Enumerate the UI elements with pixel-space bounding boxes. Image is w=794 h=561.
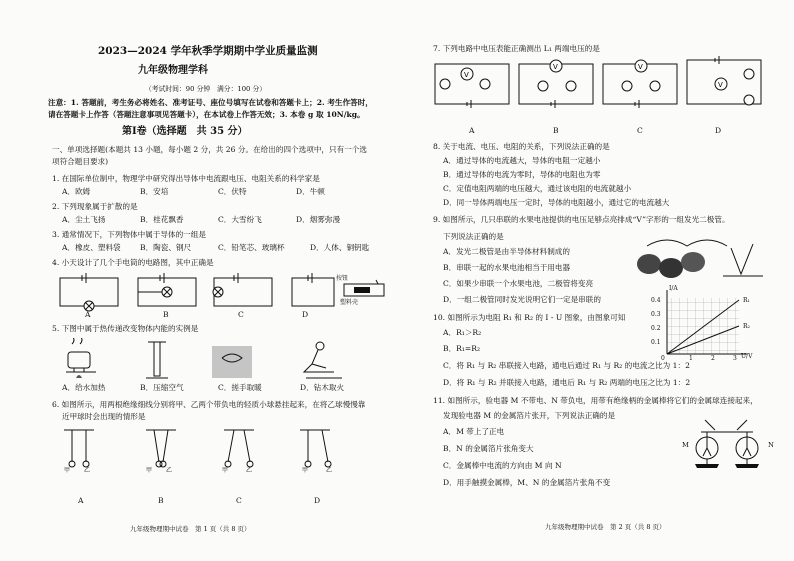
q10-y-axis-label: I/A (669, 285, 678, 292)
q9-option-a[interactable]: A．发光二极管是由半导体材料制成的 (443, 247, 570, 256)
q10-xtick-0: 0 (661, 355, 665, 362)
svg-text:V: V (553, 63, 558, 71)
footer-right: 九年级物理期中试卷 第 2 页（共 8 页） (545, 523, 666, 531)
q3-option-c[interactable]: C．铅笔芯、玻璃杯 (218, 243, 285, 252)
q1-option-b[interactable]: B．安培 (140, 187, 169, 196)
q10-option-b[interactable]: B．R₁=R₂ (443, 344, 481, 353)
q6-charged-balls-figure (60, 426, 360, 478)
q11-label-m: M (682, 441, 689, 449)
q10-ytick-01: 0.1 (651, 339, 661, 346)
q9-fruit-battery-figure (627, 236, 767, 282)
q2-option-d[interactable]: D．烟雾弥漫 (296, 215, 341, 224)
q6-ball-yi-a: 乙 (84, 467, 91, 474)
q6-label-b: B (158, 496, 164, 505)
q11-label-n: N (768, 441, 774, 449)
q2-option-a[interactable]: A．尘土飞扬 (62, 215, 106, 224)
q8-stem: 8. 关于电流、电压、电阻的关系，下列说法正确的是 (433, 142, 610, 151)
q10-xtick-2: 2 (711, 355, 715, 362)
q11-stem-1: 11. 如图所示，验电器 M 不带电、N 带负电，用带有绝缘柄的金属棒将它们的金属球连接起来， (433, 396, 758, 405)
q10-option-d[interactable]: D．将 R₁ 与 R₂ 并联接入电路，通电后 R₁ 与 R₂ 两端的电压之比为 1：2 (443, 378, 691, 387)
q6-ball-yi-c: 乙 (246, 467, 253, 474)
q8-option-c[interactable]: C．定值电阻两端的电压越大，通过该电阻的电流就越小 (443, 184, 632, 193)
q9-option-c[interactable]: C．如果少串联一个水果电池，二极管将变亮 (443, 279, 594, 288)
section1-intro-1: 一、单项选择题(本题共 13 小题，每小题 2 分，共 26 分。在给出的四个选项中，只有一个选 (52, 145, 367, 154)
q6-ball-jia-d: 甲 (302, 467, 309, 474)
footer-left: 九年级物理期中试卷 第 1 页（共 8 页） (130, 525, 251, 533)
q6-ball-yi-b: 乙 (166, 467, 173, 474)
q5-option-a[interactable]: A．给水加热 (62, 383, 106, 392)
q11-option-d[interactable]: D．用手触摸金属棒，M、N 的金属箔片张角不变 (443, 478, 611, 487)
q6-ball-yi-d: 乙 (326, 467, 333, 474)
q11-electroscopes-figure (687, 418, 767, 480)
q11-option-b[interactable]: B．N 的金属箔片张角变大 (443, 444, 534, 453)
q10-option-a[interactable]: A．R₁＞R₂ (443, 328, 482, 337)
q9-option-d[interactable]: D．一组二极管同时发光说明它们一定是串联的 (443, 295, 601, 304)
notice-line-2: 请在答题卡上作答（答题注意事项见答题卡），在本试卷上作答无效；3. 本卷 g 取 10N/kg。 (48, 110, 365, 119)
q5-option-d[interactable]: D．钻木取火 (300, 383, 345, 392)
q4-button-label: 按钮 (336, 275, 349, 282)
q7-label-a: A (469, 126, 475, 135)
q2-stem: 2. 下列现象属于扩散的是 (52, 202, 138, 211)
q7-label-b: B (553, 126, 559, 135)
q6-label-d: D (314, 496, 321, 505)
q6-ball-jia-b: 甲 (146, 467, 153, 474)
q7-voltmeter-circuits-figure (431, 56, 781, 122)
q10-ytick-03: 0.3 (651, 311, 661, 318)
q6-ball-jia-a: 甲 (64, 467, 71, 474)
q6-stem-2: 近甲球时会出现的情形是 (62, 412, 146, 421)
q7-label-d: D (715, 126, 722, 135)
notice-line-1: 注意：1. 答题前，考生务必将姓名、准考证号、座位号填写在试卷和答题卡上；2. 考生作答时， (48, 98, 373, 107)
q9-stem-1: 9. 如图所示，几只串联的水果电池提供的电压足够点亮排成“V”字形的一组发光二极管。 (433, 215, 730, 224)
q4-label-b: B (163, 310, 169, 319)
q8-option-b[interactable]: B．通过导体的电流为零时，导体的电阻也为零 (443, 170, 601, 179)
q6-label-a: A (78, 496, 84, 505)
q5-pictures-figure (62, 338, 362, 382)
q6-stem-1: 6. 如图所示，用两根绝缘细线分别将甲、乙两个带负电的轻质小球悬挂起来，在将乙球慢慢靠 (52, 400, 366, 409)
svg-text:V: V (718, 81, 723, 89)
q10-xtick-3: 3 (733, 355, 737, 362)
q10-r1-label: R₁ (743, 297, 750, 304)
q8-option-a[interactable]: A．通过导体的电流越大，导体的电阻一定越小 (443, 156, 601, 165)
exam-subject: 九年级物理学科 (138, 65, 208, 76)
q1-stem: 1. 在国际单位制中，物理学中研究得出导体中电流跟电压、电阻关系的科学家是 (52, 174, 320, 183)
q10-r2-label: R₂ (743, 323, 750, 330)
q2-option-b[interactable]: B．桂花飘香 (140, 215, 184, 224)
q1-option-c[interactable]: C．伏特 (218, 187, 247, 196)
svg-text:V: V (464, 71, 469, 79)
q10-ytick-04: 0.4 (651, 297, 661, 304)
q4-label-a: A (85, 310, 91, 319)
q1-option-a[interactable]: A．欧姆 (62, 187, 91, 196)
q3-option-a[interactable]: A．橡皮、塑料袋 (62, 243, 121, 252)
q3-option-b[interactable]: B．陶瓷、钢尺 (140, 243, 192, 252)
q6-ball-jia-c: 甲 (222, 467, 229, 474)
q2-option-c[interactable]: C．大雪纷飞 (218, 215, 262, 224)
q1-option-d[interactable]: D．牛顿 (296, 187, 325, 196)
q9-stem-2: 下列说法正确的是 (443, 232, 504, 241)
q8-option-d[interactable]: D．同一导体两端电压一定时，导体的电阻越小，通过它的电流越大 (443, 198, 670, 207)
svg-text:V: V (638, 63, 643, 71)
q4-stem: 4. 小天设计了几个手电筒的电路图，其中正确是 (52, 258, 214, 267)
exam-info: （考试时间：90 分钟 满分：100 分） (145, 85, 267, 93)
q11-option-a[interactable]: A．M 带上了正电 (443, 427, 505, 436)
q10-option-c[interactable]: C．将 R₁ 与 R₂ 串联接入电路，通电后通过 R₁ 与 R₂ 的电流之比为 1：2 (443, 361, 690, 370)
q10-x-axis-label: U/V (741, 353, 753, 360)
page-right (397, 0, 794, 561)
exam-title: 2023—2024 学年秋季学期期中学业质量监测 (98, 45, 318, 57)
q5-option-b[interactable]: B．压缩空气 (140, 383, 184, 392)
q4-label-c: C (238, 310, 244, 319)
section1-intro-2: 项符合题目要求) (52, 157, 109, 166)
q9-option-b[interactable]: B．串联一起的水果电池相当于用电器 (443, 263, 571, 272)
q7-label-c: C (637, 126, 643, 135)
section1-title: 第Ⅰ卷（选择题 共 35 分） (122, 126, 248, 137)
q11-stem-2: 发现验电器 M 的金属箔片张开，下列说法正确的是 (443, 411, 616, 420)
q5-stem: 5. 下图中属于热传递改变物体内能的实例是 (52, 324, 199, 333)
q10-stem: 10. 如图所示为电阻 R₁ 和 R₂ 的 I - U 图象，由图象可知 (433, 313, 626, 322)
q3-stem: 3. 通常情况下，下列物体中属于导体的一组是 (52, 230, 206, 239)
q4-shell-label: 塑料壳 (340, 299, 359, 306)
q3-option-d[interactable]: D．人体、铜钥匙 (310, 243, 370, 252)
q10-xtick-1: 1 (689, 355, 693, 362)
q5-option-c[interactable]: C．搓手取暖 (218, 383, 262, 392)
q10-ytick-02: 0.2 (651, 325, 661, 332)
q4-label-d: D (302, 310, 309, 319)
q11-option-c[interactable]: C．金属棒中电流的方向由 M 向 N (443, 461, 562, 470)
q6-label-c: C (236, 496, 242, 505)
q7-stem: 7. 下列电路中电压表能正确测出 L₁ 两端电压的是 (433, 44, 600, 53)
q10-iu-graph (647, 286, 767, 366)
